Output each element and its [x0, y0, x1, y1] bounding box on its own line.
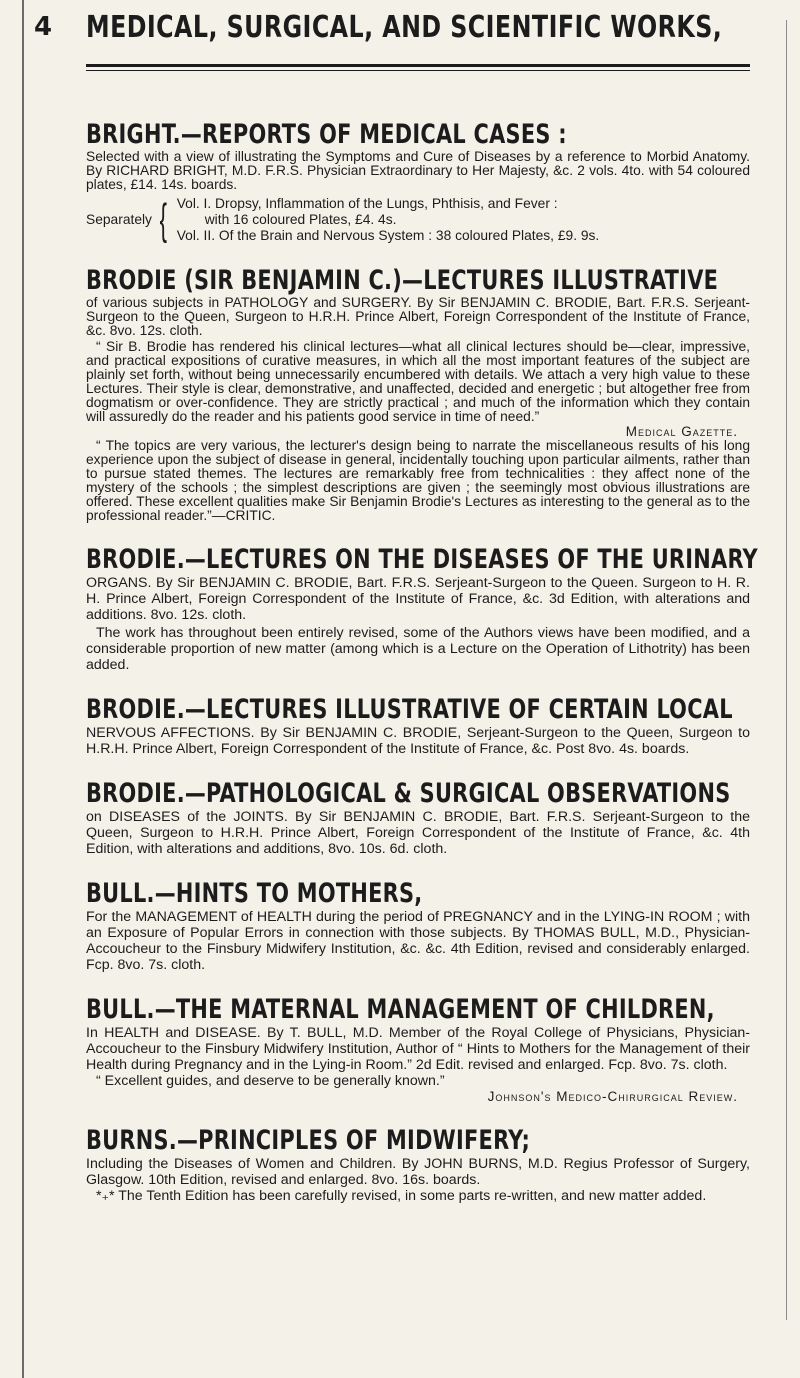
entry-title: BRODIE.—PATHOLOGICAL & SURGICAL OBSERVATIONS	[86, 778, 731, 809]
entry-note: *₊* The Tenth Edition has been carefully revised, in some parts re-written, and new matter added.	[96, 1188, 707, 1204]
entry-title: BULL.—THE MATERNAL MANAGEMENT OF CHILDREN,	[86, 994, 715, 1025]
entry-brodie-urinary-organs	[86, 544, 758, 673]
entry-body: on DISEASES of the JOINTS. By Sir BENJAMIN C. BRODIE, Bart. F.R.S. Serjeant-Surgeon to the Queen, Surgeon to H.R.H. Prince Albert, Foreign Correspondent of the Institute of France, &c. 4th Edition, with alterations and additions, 8vo. 10s. 6d. cloth.	[86, 809, 750, 857]
entry-bull-maternal-management	[86, 995, 750, 1104]
entry-brodie-joints	[86, 779, 750, 857]
review-attribution: Johnson's Medico-Chirurgical Review.	[487, 1089, 738, 1104]
entry-title: BURNS.—PRINCIPLES OF MIDWIFERY;	[86, 1125, 531, 1156]
volume-1-line-1: Vol. I. Dropsy, Inflammation of the Lungs, Phthisis, and Fever :	[176, 196, 558, 211]
entry-body: In HEALTH and DISEASE. By T. BULL, M.D. Member of the Royal College of Physicians, Physician-Accoucheur to the Finsbury Midwifery Institution, Author of “ Hints to Mothers for the Management of their Health during Pregnancy and in the Lying-in Room.” 2d Edit. revised and enlarged. Fcp. 8vo. 7s. cloth.	[86, 1025, 750, 1073]
entry-body: of various subjects in PATHOLOGY and SURGERY. By Sir BENJAMIN C. BRODIE, Bart. F.R.S. Serjeant-Surgeon to the Queen, Surgeon to H.R.H. Prince Albert, Foreign Correspondent of the Institute of France, &c. 8vo. 12s. cloth.	[86, 295, 750, 338]
header-rule-thin	[86, 70, 750, 71]
review-attribution: Medical Gazette.	[625, 424, 738, 439]
entry-brodie-lectures-illustrative	[86, 266, 750, 523]
entry-title: BRODIE.—LECTURES ON THE DISEASES OF THE URINARY	[86, 544, 758, 575]
entry-bright-reports	[86, 120, 750, 244]
entry-bull-hints-to-mothers	[86, 879, 750, 973]
entry-title: BULL.—HINTS TO MOTHERS,	[86, 878, 423, 909]
entry-title: BRODIE.—LECTURES ILLUSTRATIVE OF CERTAIN LOCAL	[86, 694, 733, 725]
brace-glyph: {	[159, 195, 168, 244]
entry-body: NERVOUS AFFECTIONS. By Sir BENJAMIN C. BRODIE, Serjeant-Surgeon to the Queen, Surgeon to H.R.H. Prince Albert, Foreign Correspondent of the Institute of France, &c. Post 8vo. 4s. boards.	[86, 725, 750, 757]
review-quote: “ Sir B. Brodie has rendered his clinical lectures—what all clinical lectures should be—clear, impressive, and practical expositions of curative measures, in which all the most important features of the subject are plainly set forth, without being unnecessarily encumbered with details. We attach a very high value to these Lectures. Their style is clear, demonstrative, and unaffected, decided and energetic ; but altogether free from dogmatism or over-confidence. They are strictly practical ; and much of the information which they contain will assuredly do the reader and his patients good service in time of need.”	[86, 339, 750, 424]
entry-body: Including the Diseases of Women and Children. By JOHN BURNS, M.D. Regius Professor of Surgery, Glasgow. 10th Edition, revised and enlarged. 8vo. 16s. boards.	[86, 1156, 750, 1188]
running-title: MEDICAL, SURGICAL, AND SCIENTIFIC WORKS,	[86, 10, 723, 45]
entry-brodie-nervous-affections	[86, 695, 750, 757]
separately-label: Separately	[86, 212, 152, 227]
entry-note: The work has throughout been entirely revised, some of the Authors views have been modified, and a considerable proportion of new matter (among which is a Lecture on the Operation of Lithotrity) has been added.	[86, 625, 750, 673]
entry-body: Selected with a view of illustrating the Symptoms and Cure of Diseases by a reference to Morbid Anatomy. By RICHARD BRIGHT, M.D. F.R.S. Physician Extraordinary to Her Majesty, &c. 2 vols. 4to. with 54 coloured plates, £14. 14s. boards.	[86, 149, 750, 192]
entry-burns-midwifery	[86, 1126, 750, 1204]
review-quote: “ Excellent guides, and deserve to be generally known.”	[96, 1073, 445, 1089]
page-number: 4	[34, 12, 53, 42]
header-rule-thick	[86, 64, 750, 67]
page-edge-line-right	[786, 20, 787, 1320]
entry-body: ORGANS. By Sir BENJAMIN C. BRODIE, Bart. F.R.S. Serjeant-Surgeon to the Queen. Surgeon to H. R. H. Prince Albert, Foreign Correspondent of the Institute of France, &c. 3d Edition, with alterations and additions. 8vo. 12s. cloth.	[86, 575, 750, 623]
volume-lines	[177, 196, 750, 244]
volumes-block	[86, 196, 750, 244]
catalogue-entries	[86, 119, 758, 1226]
volume-1-line-2: with 16 coloured Plates, £4. 4s.	[204, 212, 397, 227]
entry-title: BRODIE (SIR BENJAMIN C.)—LECTURES ILLUSTRATIVE	[86, 265, 719, 296]
page-edge-line	[22, 0, 24, 1378]
volume-2-line: Vol. II. Of the Brain and Nervous System : 38 coloured Plates, £9. 9s.	[176, 228, 600, 243]
entry-body: For the MANAGEMENT of HEALTH during the period of PREGNANCY and in the LYING-IN ROOM ; with an Exposure of Popular Errors in connection with those subjects. By THOMAS BULL, M.D., Physician-Accoucheur to the Finsbury Midwifery Institution, &c. &c. 4th Edition, revised and considerably enlarged. Fcp. 8vo. 7s. cloth.	[86, 909, 750, 973]
entry-title: BRIGHT.—REPORTS OF MEDICAL CASES :	[86, 119, 567, 150]
review-quote: “ The topics are very various, the lecturer's design being to narrate the miscellaneous results of his long experience upon the subject of disease in general, incidentally touching upon particular ailments, rather than to pursue stated themes. The lectures are remarkably free from technicalities : they affect none of the mystery of the schools ; the simplest descriptions are given ; the seemingly most obvious illustrations are offered. These excellent qualities make Sir Benjamin Brodie's Lectures as interesting to the general as to the professional reader.”—CRITIC.	[86, 438, 750, 523]
